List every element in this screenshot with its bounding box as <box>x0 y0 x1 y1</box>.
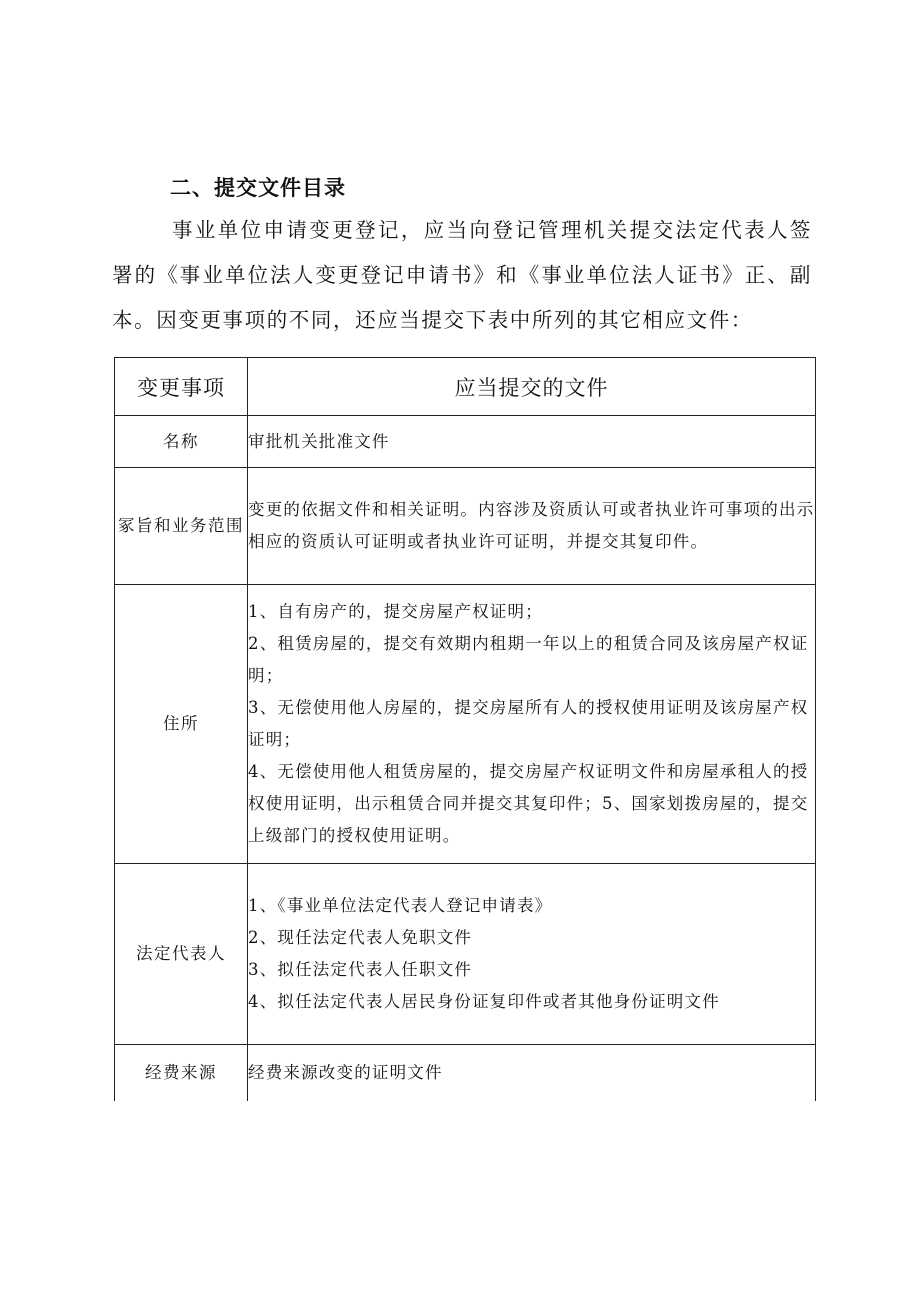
table-row <box>115 468 816 585</box>
document-line: 2、现任法定代表人免职文件 <box>248 928 473 947</box>
documents-cell <box>248 585 816 864</box>
intro-paragraph: 事业单位申请变更登记，应当向登记管理机关提交法定代表人签署的《事业单位法人变更登记申请书》和《事业单位法人证书》正、副本。因变更事项的不同，还应当提交下表中所列的其它相应文件： <box>112 218 812 332</box>
document-line: 2、租赁房屋的，提交有效期内租期一年以上的租赁合同及该房屋产权证明； <box>248 634 809 685</box>
document-line: 3、无偿使用他人房屋的，提交房屋所有人的授权使用证明及该房屋产权证明； <box>248 698 809 749</box>
documents-cell <box>248 468 816 585</box>
document-line: 1、自有房产的，提交房屋产权证明； <box>248 602 543 621</box>
change-item-cell: 法定代表人 <box>115 864 248 1045</box>
column-header-item: 变更事项 <box>115 358 248 416</box>
document-line: 变更的依据文件和相关证明。内容涉及资质认可或者执业许可事项的出示相应的资质认可证明或者执业许可证明，并提交其复印件。 <box>248 500 815 551</box>
document-line: 4、无偿使用他人租赁房屋的，提交房屋产权证明文件和房屋承租人的授权使用证明，出示租赁合同并提交其复印件；5、国家划拨房屋的，提交上级部门的授权使用证明。 <box>248 762 809 845</box>
document-line: 4、拟任法定代表人居民身份证复印件或者其他身份证明文件 <box>248 992 720 1011</box>
change-item-cell: 名称 <box>115 416 248 468</box>
document-line: 经费来源改变的证明文件 <box>248 1062 443 1082</box>
column-header-documents: 应当提交的文件 <box>248 358 816 416</box>
table-row <box>115 416 816 468</box>
document-line: 审批机关批准文件 <box>248 431 390 451</box>
change-item-cell: 住所 <box>115 585 248 864</box>
table-row <box>115 1045 816 1101</box>
documents-cell <box>248 864 816 1045</box>
section-heading: 二、提交文件目录 <box>170 176 346 200</box>
documents-cell <box>248 416 816 468</box>
change-item-cell: 冢旨和业务范围 <box>115 468 248 585</box>
table-row <box>115 585 816 864</box>
document-line: 1、《事业单位法定代表人登记申请表》 <box>248 896 553 915</box>
documents-cell <box>248 1045 816 1101</box>
table-row <box>115 864 816 1045</box>
table-header-row <box>115 358 816 416</box>
submission-documents-table <box>114 357 816 1101</box>
document-line: 3、拟任法定代表人任职文件 <box>248 960 473 979</box>
change-item-cell: 经费来源 <box>115 1045 248 1101</box>
